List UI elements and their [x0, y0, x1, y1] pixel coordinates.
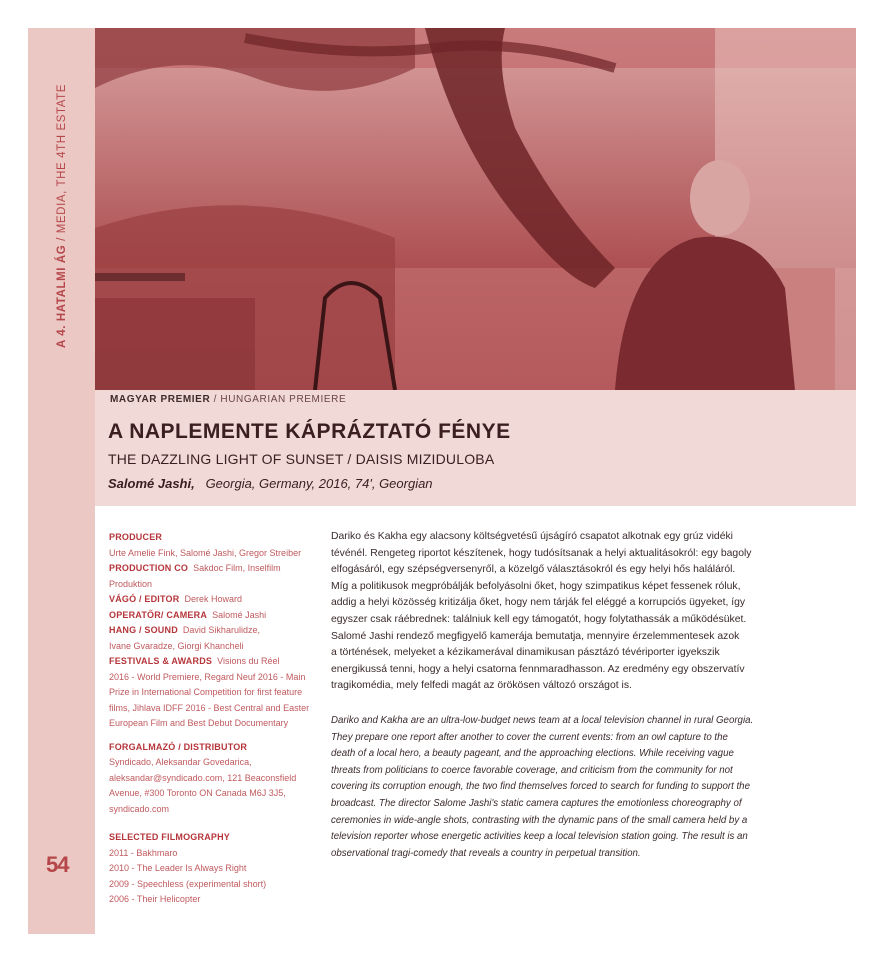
- desc-hu-line: egyszer csak ráébrednek: találniuk kell egy támogatót, hogy folytathassák a működésüket.: [331, 613, 747, 625]
- desc-en-line: ceremonies in wide-angle shots, contrasting with the dynamic pans of the small camera held by a: [331, 814, 748, 826]
- film-details: Georgia, Germany, 2016, 74', Georgian: [205, 476, 433, 491]
- desc-hu-line: Salomé Jashi rendező megfigyelő kamerája bemutatja, mennyire érzelemmentesek azok: [331, 630, 740, 642]
- section-label-en: / MEDIA, THE 4TH ESTATE: [56, 83, 68, 245]
- festivals-label: FESTIVALS & AWARDS: [109, 656, 213, 666]
- camera-value: Salomé Jashi: [212, 609, 267, 620]
- camera-label: OPERATŐR/ CAMERA: [109, 609, 208, 620]
- distributor-value-4: syndicado.com: [109, 803, 170, 814]
- production-value: Sakdoc Film, Inselfilm Produktion: [109, 563, 281, 589]
- desc-hu-line: Dariko és Kakha egy alacsony költségvetésű újságíró csapatot alkotnak egy grúz vidéki: [331, 531, 733, 542]
- distributor-label: FORGALMAZÓ / DISTRIBUTOR: [109, 741, 248, 752]
- desc-hu-line: elfogásáról, egy szépségversenyről, a közelgő választásokról és egy helyi hős haláláról.: [331, 564, 736, 576]
- film-title: A NAPLEMENTE KÁPRÁZTATÓ FÉNYE: [108, 420, 511, 443]
- festivals-value-5: European Film and Best Debut Documentary: [109, 718, 289, 728]
- credits-column: [109, 530, 319, 908]
- festivals-value-1: Visions du Réel: [217, 656, 280, 666]
- premiere-hu: MAGYAR PREMIER: [110, 394, 211, 405]
- editor-label: VÁGÓ / EDITOR: [109, 594, 180, 604]
- film-meta: [108, 476, 433, 491]
- desc-hu-line: addig a helyi közösség kritizálja őket, hogy nem tárják fel eléggé a korrupciós ügyeket, így: [331, 597, 746, 609]
- film-still-illustration: [95, 28, 856, 390]
- description-english: [331, 713, 763, 862]
- desc-hu-line: Míg a politikusok megpróbálják befolyásolni őket, hogy szimpatikus képet fessenek róluk,: [331, 580, 741, 592]
- film-still-photo: [95, 28, 856, 390]
- page-number: 54: [46, 852, 69, 877]
- desc-hu-line: tévénél. Rengeteg riportot készítenek, hogy tudósítsanak a helyi aktualitásokról: egy bagoly: [331, 547, 752, 559]
- desc-hu-line: tragikomédia, mely felfedi magát az örökösen változó országot is.: [331, 680, 632, 692]
- festivals-value-3: Prize in International Competition for first feature: [109, 687, 303, 697]
- premiere-en: / HUNGARIAN PREMIERE: [210, 394, 347, 405]
- filmography-item: 2009 - Speechless (experimental short): [109, 878, 267, 889]
- festivals-value-4: films, Jihlava IDFF 2016 - Best Central and Easter: [109, 702, 310, 713]
- producer-label: PRODUCER: [109, 532, 163, 542]
- film-director: Salomé Jashi,: [108, 476, 195, 491]
- filmography-item: 2010 - The Leader Is Always Right: [109, 863, 247, 873]
- desc-en-line: television reporter whose energetic activities keep a local television station going. The result is an: [331, 831, 748, 843]
- filmography-label: SELECTED FILMOGRAPHY: [109, 832, 231, 842]
- distributor-value-1: Syndicado, Aleksandar Govedarica,: [109, 757, 252, 767]
- desc-en-line: They prepare one report after another to cover the current events: from an owl capture to the: [331, 731, 728, 743]
- desc-hu-line: a történések, melyeket a kézikamerával dinamikusan pásztázó tévériporter igyekszik: [331, 647, 720, 659]
- desc-en-line: observational tragi-comedy that reveals a country in perpetual transition.: [331, 847, 641, 859]
- filmography-item: 2011 - Bakhmaro: [109, 847, 178, 858]
- desc-en-line: covering its corruption enough, the two find themselves forced to search for funding to support the: [331, 781, 750, 793]
- desc-en-line: death of a local hero, a beauty pageant, and the approaching elections. While receiving vague: [331, 748, 734, 760]
- sound-value-1: David Sikharulidze,: [182, 625, 260, 635]
- editor-value: Derek Howard: [184, 594, 242, 604]
- desc-hu-line: energikussá tenni, hogy a helyi csatorna fennmaradhasson. Az eredmény egy obszervatív: [331, 663, 745, 675]
- festivals-value-2: 2016 - World Premiere, Regard Neuf 2016 - Main: [109, 671, 306, 682]
- filmography-item: 2006 - Their Helicopter: [109, 894, 201, 904]
- premiere-label: [110, 394, 346, 405]
- producer-value: Urte Amelie Fink, Salomé Jashi, Gregor Streiber: [109, 547, 302, 558]
- production-label: PRODUCTION CO: [109, 563, 189, 573]
- desc-en-line: threats from politicians to coerce favorable coverage, and criticism from the community for not: [331, 764, 733, 776]
- distributor-value-3: Avenue, #300 Toronto ON Canada M6J 3J5,: [109, 788, 286, 798]
- sound-label: HANG / SOUND: [109, 625, 178, 635]
- desc-en-line: broadcast. The director Salome Jashi's static camera captures the emotionless choreography of: [331, 797, 742, 809]
- sound-value-2: Ivane Gvaradze, Giorgi Khancheli: [109, 640, 244, 651]
- distributor-value-2: aleksandar@syndicado.com, 121 Beaconsfield: [109, 772, 297, 783]
- film-subtitle: THE DAZZLING LIGHT OF SUNSET / DAISIS MIZIDULOBA: [108, 451, 495, 467]
- desc-en-line: Dariko and Kakha are an ultra-low-budget news team at a local television channel in rural Georgia.: [331, 715, 754, 726]
- section-label-hu: A 4. HATALMI ÁG: [56, 244, 68, 348]
- description-hungarian: [331, 529, 763, 695]
